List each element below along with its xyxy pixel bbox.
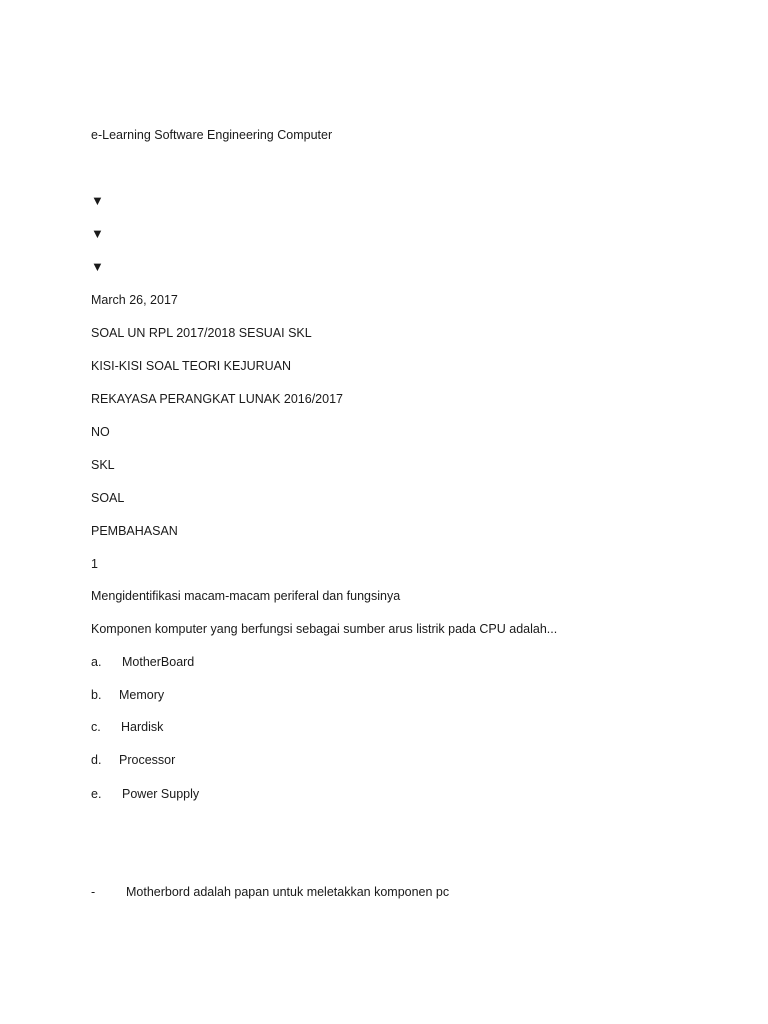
option-text: MotherBoard: [122, 655, 195, 669]
dropdown-arrow-icon[interactable]: ▼: [91, 226, 104, 241]
question-text: Komponen komputer yang berfungsi sebagai sumber arus listrik pada CPU adalah...: [91, 622, 558, 636]
option-letter: c.: [91, 720, 101, 734]
section-heading: REKAYASA PERANGKAT LUNAK 2016/2017: [91, 392, 343, 406]
discussion-text: Motherbord adalah papan untuk meletakkan komponen pc: [126, 885, 450, 899]
skl-text: Mengidentifikasi macam-macam periferal dan fungsinya: [91, 589, 401, 603]
post-title: SOAL UN RPL 2017/2018 SESUAI SKL: [91, 326, 312, 340]
dropdown-arrow-icon[interactable]: ▼: [91, 193, 104, 208]
option-text: Hardisk: [121, 720, 164, 734]
post-date: March 26, 2017: [91, 293, 178, 307]
option-text: Power Supply: [122, 787, 200, 801]
discussion-bullet: -: [91, 885, 96, 899]
option-text: Memory: [119, 688, 165, 702]
table-header-no: NO: [91, 425, 110, 439]
site-title: e-Learning Software Engineering Computer: [91, 128, 333, 142]
row-number: 1: [91, 557, 98, 571]
option-letter: a.: [91, 655, 102, 669]
option-letter: b.: [91, 688, 102, 702]
dropdown-arrow-icon[interactable]: ▼: [91, 259, 104, 274]
option-letter: d.: [91, 753, 102, 767]
option-text: Processor: [119, 753, 176, 767]
table-header-soal: SOAL: [91, 491, 125, 505]
option-letter: e.: [91, 787, 102, 801]
table-header-skl: SKL: [91, 458, 115, 472]
section-heading: KISI-KISI SOAL TEORI KEJURUAN: [91, 359, 292, 373]
table-header-pembahasan: PEMBAHASAN: [91, 524, 178, 538]
